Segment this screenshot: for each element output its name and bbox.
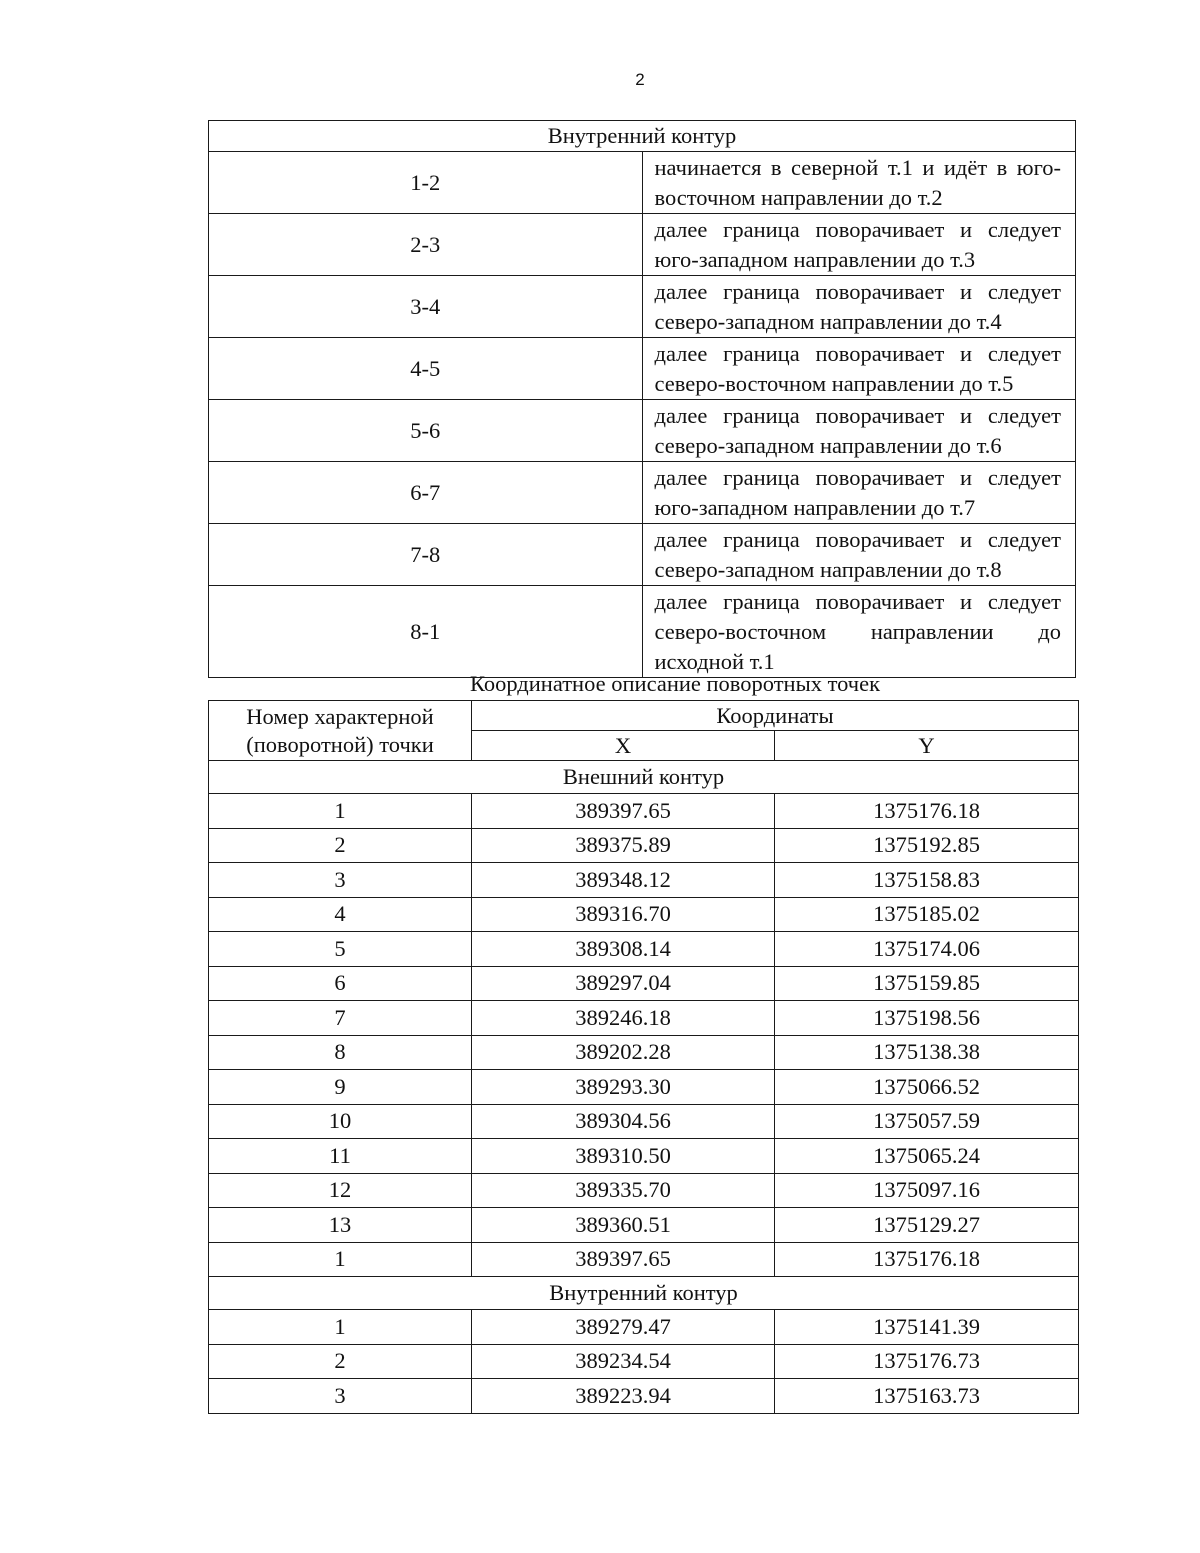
point-x: 389234.54 [472,1344,775,1379]
segment-cell: 1-2 [209,152,643,214]
point-x: 389335.70 [472,1173,775,1208]
point-y: 1375129.27 [775,1208,1079,1243]
point-number: 10 [209,1104,472,1139]
point-y: 1375176.18 [775,1242,1079,1277]
boundary-description-table [208,120,1076,678]
point-row [209,1001,1079,1036]
point-y: 1375057.59 [775,1104,1079,1139]
point-x: 389397.65 [472,794,775,829]
point-number: 7 [209,1001,472,1036]
point-number: 2 [209,1344,472,1379]
point-x: 389348.12 [472,863,775,898]
point-x: 389279.47 [472,1310,775,1345]
point-y: 1375158.83 [775,863,1079,898]
segment-description: далее граница поворачивает и следует юго-западном направлении до т.3 [642,214,1076,276]
segment-cell: 8-1 [209,586,643,678]
point-row [209,1208,1079,1243]
segment-cell: 5-6 [209,400,643,462]
boundary-row [209,462,1076,524]
point-y: 1375198.56 [775,1001,1079,1036]
segment-description: далее граница поворачивает и следует северо-западном направлении до т.4 [642,276,1076,338]
segment-cell: 2-3 [209,214,643,276]
point-row [209,1070,1079,1105]
point-y: 1375066.52 [775,1070,1079,1105]
point-number: 4 [209,897,472,932]
point-y: 1375138.38 [775,1035,1079,1070]
point-y: 1375163.73 [775,1379,1079,1414]
point-x: 389304.56 [472,1104,775,1139]
point-row [209,1104,1079,1139]
point-row [209,1173,1079,1208]
boundary-table-title: Внутренний контур [209,121,1076,152]
point-row [209,828,1079,863]
segment-description: далее граница поворачивает и следует юго-западном направлении до т.7 [642,462,1076,524]
point-row [209,1035,1079,1070]
point-x: 389223.94 [472,1379,775,1414]
point-y: 1375097.16 [775,1173,1079,1208]
outer-contour-row [209,761,1079,794]
point-y: 1375141.39 [775,1310,1079,1345]
point-y: 1375065.24 [775,1139,1079,1174]
point-y: 1375185.02 [775,897,1079,932]
boundary-row [209,338,1076,400]
inner-contour-row [209,1277,1079,1310]
point-x: 389375.89 [472,828,775,863]
coordinates-table [208,700,1079,1414]
boundary-row [209,152,1076,214]
point-x: 389202.28 [472,1035,775,1070]
inner-contour-title: Внутренний контур [209,1277,1079,1310]
point-y: 1375174.06 [775,932,1079,967]
point-x: 389310.50 [472,1139,775,1174]
segment-cell: 3-4 [209,276,643,338]
point-number: 2 [209,828,472,863]
point-number: 12 [209,1173,472,1208]
point-y: 1375176.18 [775,794,1079,829]
point-x: 389316.70 [472,897,775,932]
point-row [209,1242,1079,1277]
segment-cell: 6-7 [209,462,643,524]
point-number: 3 [209,1379,472,1414]
boundary-row [209,400,1076,462]
point-x: 389246.18 [472,1001,775,1036]
point-number: 11 [209,1139,472,1174]
segment-cell: 7-8 [209,524,643,586]
coordinates-caption: Координатное описание поворотных точек [469,671,881,696]
boundary-row [209,586,1076,678]
point-row [209,863,1079,898]
point-row [209,1139,1079,1174]
point-x: 389297.04 [472,966,775,1001]
point-y: 1375176.73 [775,1344,1079,1379]
boundary-table-header-row [209,121,1076,152]
boundary-row [209,524,1076,586]
point-number: 5 [209,932,472,967]
point-number-header: Номер характерной (поворотной) точки [209,701,472,761]
point-number: 1 [209,794,472,829]
point-x: 389360.51 [472,1208,775,1243]
point-y: 1375159.85 [775,966,1079,1001]
point-number: 1 [209,1310,472,1345]
point-row [209,1344,1079,1379]
x-header: X [472,731,775,761]
point-x: 389308.14 [472,932,775,967]
segment-cell: 4-5 [209,338,643,400]
coordinates-header-row [209,701,1079,731]
segment-description: далее граница поворачивает и следует северо-восточном направлении до исходной т.1 [642,586,1076,678]
segment-description: далее граница поворачивает и следует северо-восточном направлении до т.5 [642,338,1076,400]
point-row [209,1379,1079,1414]
point-x: 389293.30 [472,1070,775,1105]
segment-description: далее граница поворачивает и следует северо-западном направлении до т.6 [642,400,1076,462]
page-number: 2 [635,70,645,89]
point-number: 6 [209,966,472,1001]
point-row [209,966,1079,1001]
point-number: 13 [209,1208,472,1243]
boundary-row [209,214,1076,276]
segment-description: начинается в северной т.1 и идёт в юго-восточном направлении до т.2 [642,152,1076,214]
point-y: 1375192.85 [775,828,1079,863]
outer-contour-title: Внешний контур [209,761,1079,794]
point-number: 1 [209,1242,472,1277]
point-number: 3 [209,863,472,898]
point-number: 9 [209,1070,472,1105]
point-row [209,932,1079,967]
point-number: 8 [209,1035,472,1070]
point-row [209,897,1079,932]
point-row [209,794,1079,829]
point-row [209,1310,1079,1345]
coordinates-header: Координаты [472,701,1079,731]
segment-description: далее граница поворачивает и следует северо-западном направлении до т.8 [642,524,1076,586]
point-x: 389397.65 [472,1242,775,1277]
y-header: Y [775,731,1079,761]
boundary-row [209,276,1076,338]
